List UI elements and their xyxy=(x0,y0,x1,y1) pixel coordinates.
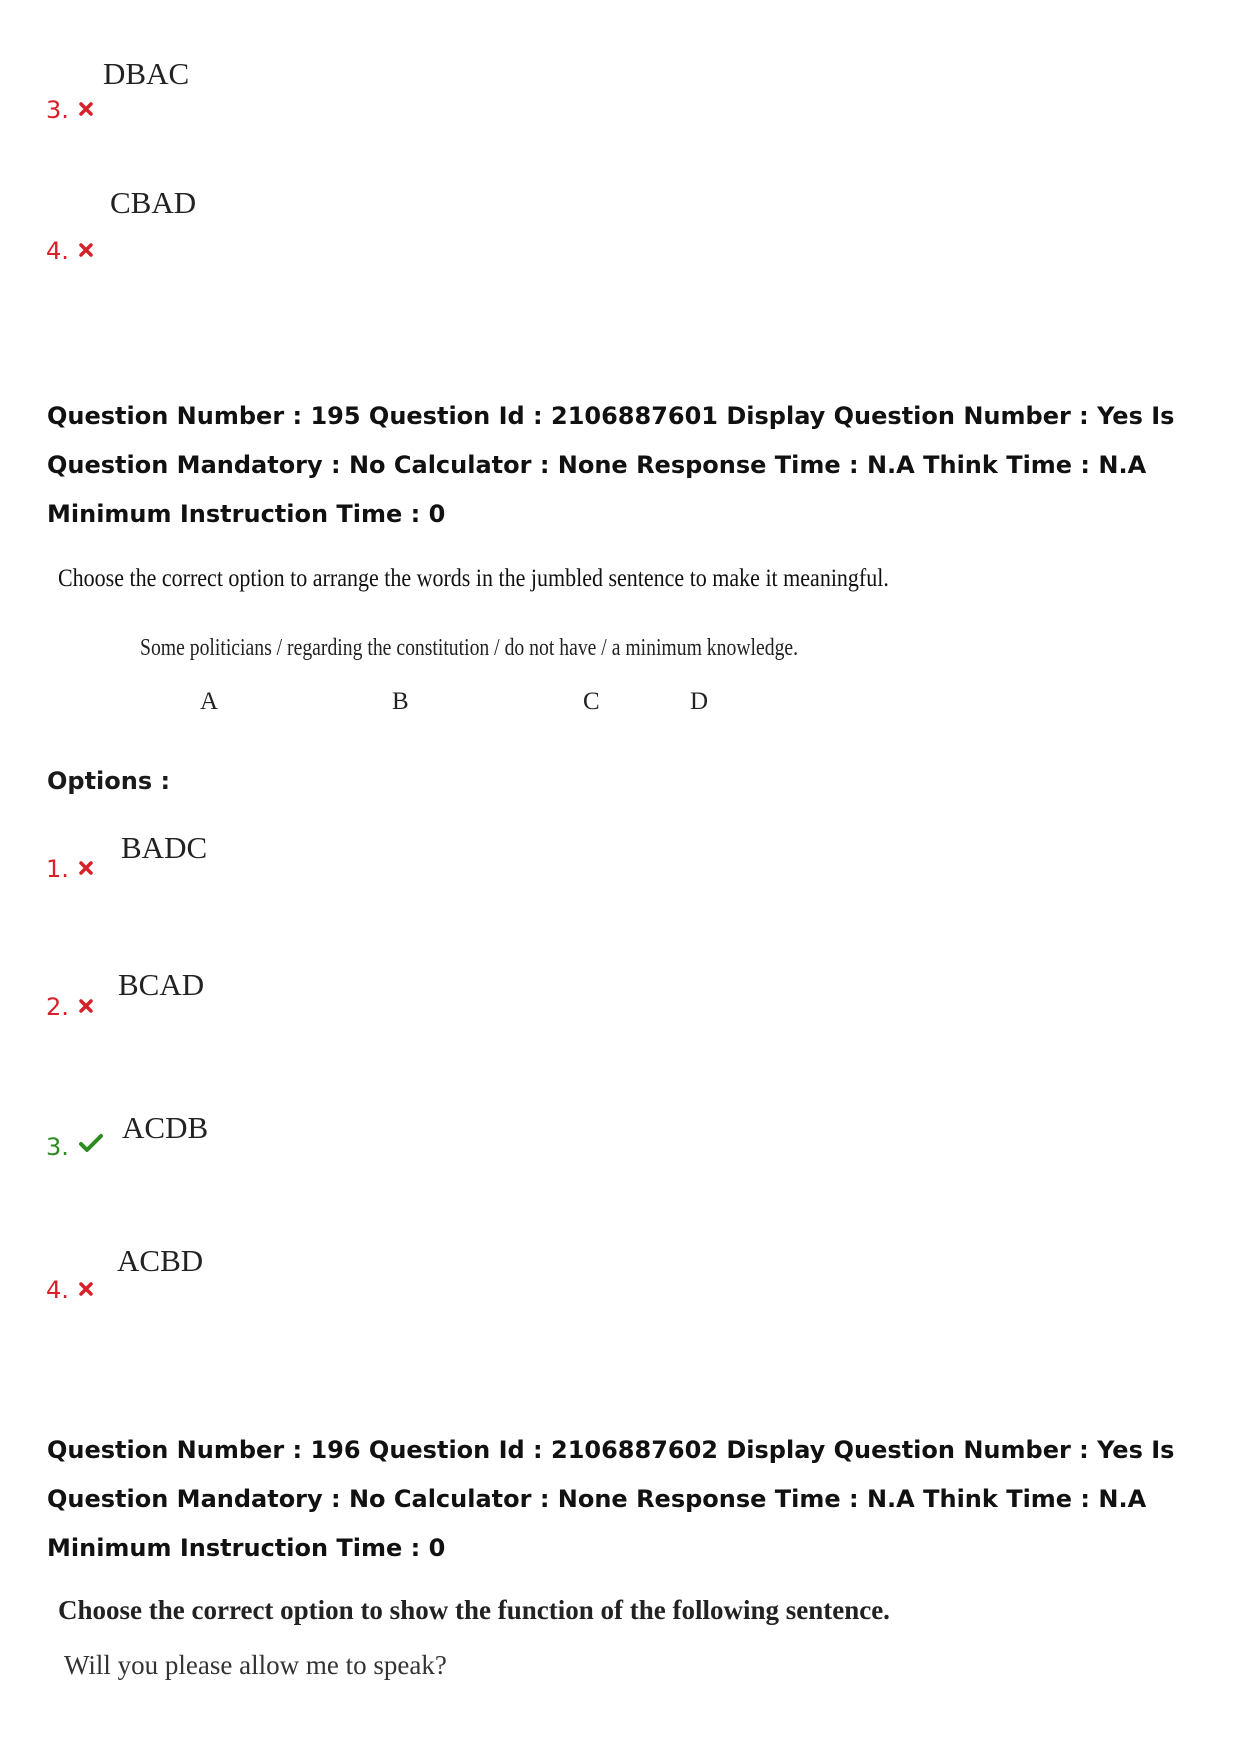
option-number: 4. xyxy=(46,237,69,265)
label-b: B xyxy=(392,688,409,715)
cross-icon xyxy=(79,991,93,1019)
question-196-meta: Question Number : 196 Question Id : 2106887602 Display Question Number : Yes Is Question Mandatory : No Calculator : None Response Time : N.A Think Time : N.A Minimum Instruction Time : 0 xyxy=(47,1436,1175,1562)
label-c: C xyxy=(583,688,600,715)
prev-option-3 xyxy=(46,94,93,124)
option-2 xyxy=(46,991,93,1021)
prev-option-4 xyxy=(46,235,93,265)
options-heading: Options : xyxy=(47,767,171,795)
option-1-text: BADC xyxy=(121,830,208,865)
option-4-text: ACBD xyxy=(117,1243,204,1278)
option-number: 3. xyxy=(46,96,69,124)
question-196-sentence: Will you please allow me to speak? xyxy=(64,1650,447,1680)
cross-icon xyxy=(79,853,93,881)
question-195-meta: Question Number : 195 Question Id : 2106887601 Display Question Number : Yes Is Question Mandatory : No Calculator : None Response Time : N.A Think Time : N.A Minimum Instruction Time : 0 xyxy=(47,402,1175,528)
option-3-text: ACDB xyxy=(122,1110,209,1145)
option-number: 3. xyxy=(46,1133,69,1161)
option-number: 2. xyxy=(46,993,69,1021)
option-number: 1. xyxy=(46,855,69,883)
question-195-sentence: Some politicians / regarding the constitution / do not have / a minimum knowledge. xyxy=(140,635,799,661)
question-195-instruction: Choose the correct option to arrange the words in the jumbled sentence to make it meaningful. xyxy=(58,565,889,592)
option-4 xyxy=(46,1274,93,1304)
cross-icon xyxy=(79,94,93,122)
option-2-text: BCAD xyxy=(118,967,205,1002)
prev-option-4-text: CBAD xyxy=(110,185,197,220)
label-d: D xyxy=(690,688,709,715)
option-3 xyxy=(46,1131,103,1161)
cross-icon xyxy=(79,235,93,263)
label-a: A xyxy=(200,688,219,715)
question-196-instruction: Choose the correct option to show the function of the following sentence. xyxy=(58,1595,890,1625)
prev-option-3-text: DBAC xyxy=(103,56,190,91)
option-number: 4. xyxy=(46,1276,69,1304)
option-1 xyxy=(46,853,93,883)
cross-icon xyxy=(79,1274,93,1302)
check-icon xyxy=(79,1131,103,1159)
